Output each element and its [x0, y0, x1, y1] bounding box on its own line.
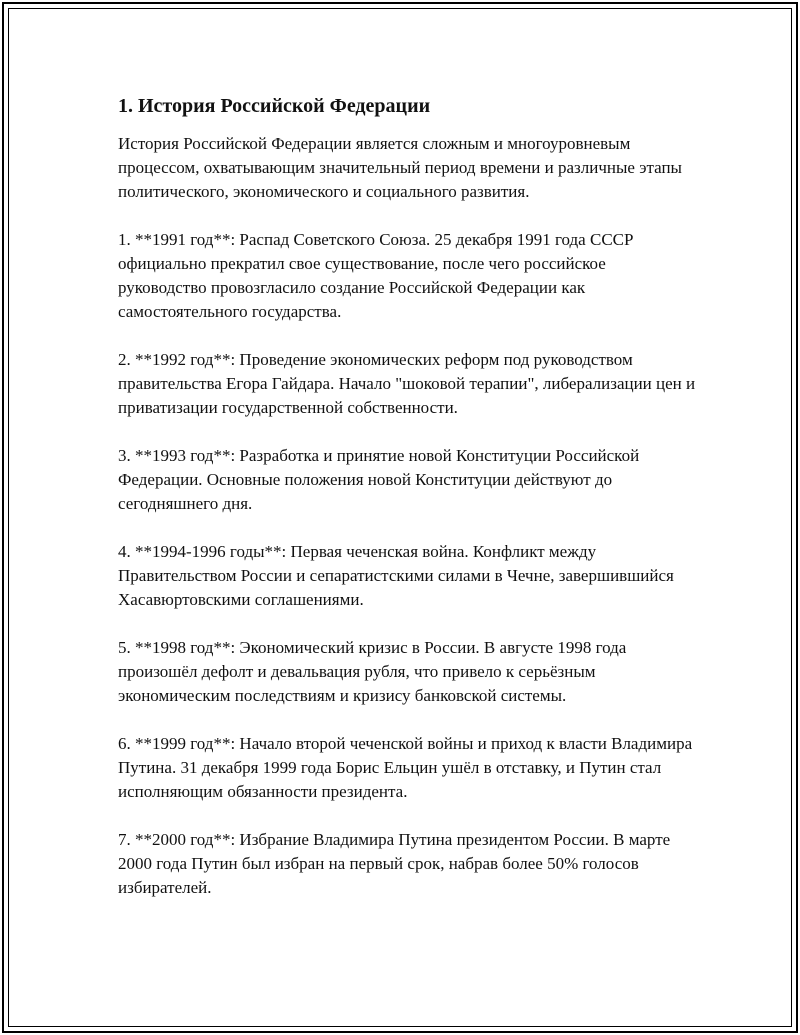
document-body	[118, 92, 698, 924]
list-item-1991: 1. **1991 год**: Распад Советского Союза. 25 декабря 1991 года СССР официально прекратил свое существование, после чего российское руководство провозгласило создание Российской Федерации как самостоятельного государства.	[118, 230, 634, 321]
list-item-1992: 2. **1992 год**: Проведение экономических реформ под руководством правительства Егора Гайдара. Начало "шоковой терапии", либерализации цен и приватизации государственной собственности.	[118, 350, 696, 417]
intro-paragraph: История Российской Федерации является сложным и многоуровневым процессом, охватывающим значительный период времени и различные этапы политического, экономического и социального развития.	[118, 134, 682, 201]
list-item-2000: 7. **2000 год**: Избрание Владимира Путина президентом России. В марте 2000 года Путин был избран на первый срок, набрав более 50% голосов избирателей.	[118, 830, 671, 897]
list-item-1994-1996: 4. **1994-1996 годы**: Первая чеченская война. Конфликт между Правительством России и сепаратистскими силами в Чечне, завершившийся Хасавюртовскими соглашениями.	[118, 542, 674, 609]
list-item-1993: 3. **1993 год**: Разработка и принятие новой Конституции Российской Федерации. Основные положения новой Конституции действуют до сегодняшнего дня.	[118, 446, 640, 513]
list-item-1998: 5. **1998 год**: Экономический кризис в России. В августе 1998 года произошёл дефолт и девальвация рубля, что привело к серьёзным экономическим последствиям и кризису банковской системы.	[118, 638, 627, 705]
section-heading: 1. История Российской Федерации	[118, 95, 431, 117]
list-item-1999: 6. **1999 год**: Начало второй чеченской войны и приход к власти Владимира Путина. 31 декабря 1999 года Борис Ельцин ушёл в отставку, и Путин стал исполняющим обязанности президента.	[118, 734, 693, 801]
